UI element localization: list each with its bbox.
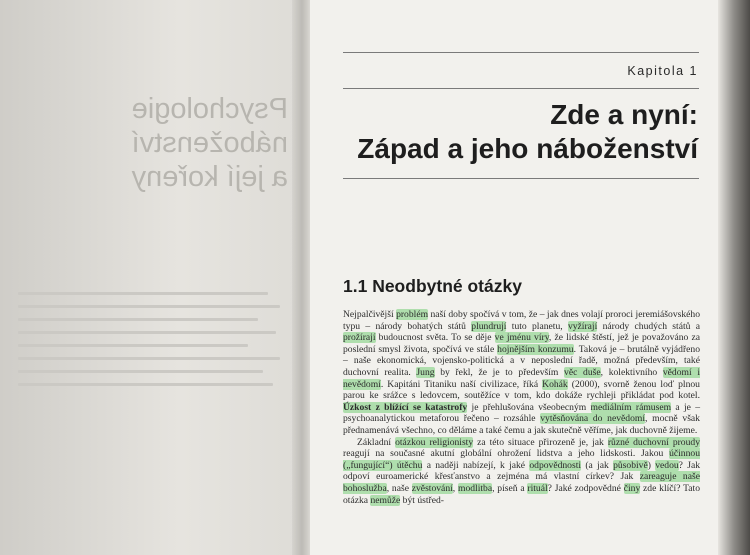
- highlighted-phrase: prožírají: [343, 332, 376, 344]
- highlighted-phrase: ve jménu víry: [494, 332, 549, 344]
- highlighted-phrase: působivě: [613, 459, 648, 471]
- bleed-through-line: [18, 357, 280, 360]
- highlighted-phrase: vyžírají: [567, 320, 598, 332]
- bleed-through-line: [18, 305, 280, 308]
- bottom-rule: [343, 178, 699, 179]
- middle-rule: [343, 88, 699, 89]
- highlighted-phrase: věc duše: [564, 366, 601, 378]
- bleed-through-line: [18, 383, 273, 386]
- bleed-through-line: [18, 318, 258, 321]
- text-run: naší doby spočívá v tom, že – jak dnes volají proroci jeremiášovského typu – národy bohatých států: [343, 309, 701, 332]
- text-run: národy chudých států a: [597, 320, 700, 332]
- text-run: budoucnost světa. To se děje: [375, 332, 495, 344]
- highlighted-phrase: rituál: [527, 482, 548, 494]
- bleed-through-line: [18, 344, 248, 347]
- text-run: . Taková je – brutálně vyjádřeno – naše ekonomická, vojensko-politická a v neposlední řadě, možná především, také duchovní realita.: [343, 343, 700, 378]
- highlighted-phrase: zareaguje naše bohoslužba: [343, 471, 700, 494]
- bleed-through-line: [18, 292, 268, 295]
- highlighted-phrase: plundrují: [471, 320, 507, 332]
- bleed-through-heading: Psychologie náboženství a její kořeny: [131, 93, 288, 193]
- text-run: ): [647, 459, 656, 471]
- text-run: , naše: [386, 482, 412, 494]
- bleed-through-line: [18, 331, 276, 334]
- text-run: , píseň a: [492, 482, 528, 494]
- text-run: být ústřed-: [400, 494, 444, 506]
- chapter-title-line2: Západ a jeho náboženství: [357, 133, 698, 164]
- chapter-label: Kapitola 1: [627, 64, 698, 78]
- paragraph-1: [343, 309, 700, 437]
- highlighted-phrase: vytěsňována do nevědomí: [540, 413, 646, 425]
- chapter-title-line1: Zde a nyní:: [550, 99, 698, 130]
- highlighted-phrase: vedou: [655, 459, 679, 471]
- text-run: (2000), svorně ženou loď plnou parou ke srážce s ledovcem, soutěžíce v tom, kdo dokáže rychleji přikládat pod kotel.: [343, 378, 700, 402]
- body-text: [343, 309, 700, 506]
- highlighted-phrase: Kohák: [542, 378, 568, 390]
- text-run: by řekl, že je to především: [434, 366, 565, 378]
- chapter-title: [357, 98, 698, 166]
- highlighted-phrase: hojnějším konzumu: [497, 343, 574, 355]
- text-run: a naději nabízejí, k jaké: [422, 459, 530, 471]
- text-run: za této situace přirozeně je, jak: [473, 436, 608, 448]
- highlighted-phrase: vědomí i nevědomí: [343, 366, 700, 390]
- bleed-through-line: [18, 370, 263, 373]
- top-rule: [343, 52, 699, 53]
- text-run: tuto planetu,: [506, 320, 568, 332]
- highlighted-phrase: zvěstování: [411, 482, 453, 494]
- left-page: [0, 0, 300, 555]
- text-run: ? Jaké zodpovědné: [547, 482, 624, 494]
- highlighted-phrase: modlitba: [457, 482, 493, 494]
- text-run: ? Jak odpoví euroamerické křesťanstvo a zejména má vlastní církev? Jak: [343, 459, 701, 483]
- highlighted-phrase: Úzkost z blížící se katastrofy: [343, 401, 468, 413]
- highlighted-phrase: účinnou („fungující“) útěchu: [343, 448, 700, 471]
- text-run: , kolektivního: [600, 366, 663, 378]
- highlighted-phrase: odpovědnosti: [529, 459, 582, 471]
- text-run: . Kapitáni Titaniku naší civilizace, říká: [380, 378, 543, 390]
- text-run: a je – psychoanalytickou metaforou řečeno – rozsáhle: [343, 401, 700, 425]
- page-edge-shadow: [718, 0, 750, 555]
- text-run: Nejpalčivější: [343, 309, 397, 320]
- highlighted-phrase: mediálním rámusem: [590, 401, 672, 413]
- text-run: (a jak: [581, 459, 614, 471]
- highlighted-phrase: činy: [623, 482, 641, 494]
- highlighted-phrase: různé duchovní proudy: [607, 436, 700, 448]
- highlighted-phrase: nemůže: [370, 494, 401, 506]
- text-run: je přehlušována všeobecným: [467, 401, 591, 413]
- section-heading: 1.1 Neodbytné otázky: [343, 276, 522, 296]
- text-run: zde klíčí? Tato otázka: [343, 482, 701, 506]
- text-run: , mocně však přednamenává všechno, co děláme a také čemu a jak skutečně věříme, jak duchovně žijeme.: [343, 413, 700, 436]
- paragraph-2: [343, 437, 700, 507]
- text-run: reagují na současné akutní globální ohrožení lidstva a jeho lidskosti. Jakou: [343, 448, 670, 460]
- highlighted-phrase: otázkou religionisty: [395, 436, 474, 448]
- text-run: Základní: [357, 436, 396, 448]
- highlighted-phrase: problém: [396, 309, 429, 320]
- highlighted-phrase: Jung: [416, 366, 435, 378]
- text-run: ,: [452, 482, 458, 494]
- text-run: , že lidské štěstí, jež je považováno za poslední smysl života, spočívá ve stále: [343, 332, 700, 355]
